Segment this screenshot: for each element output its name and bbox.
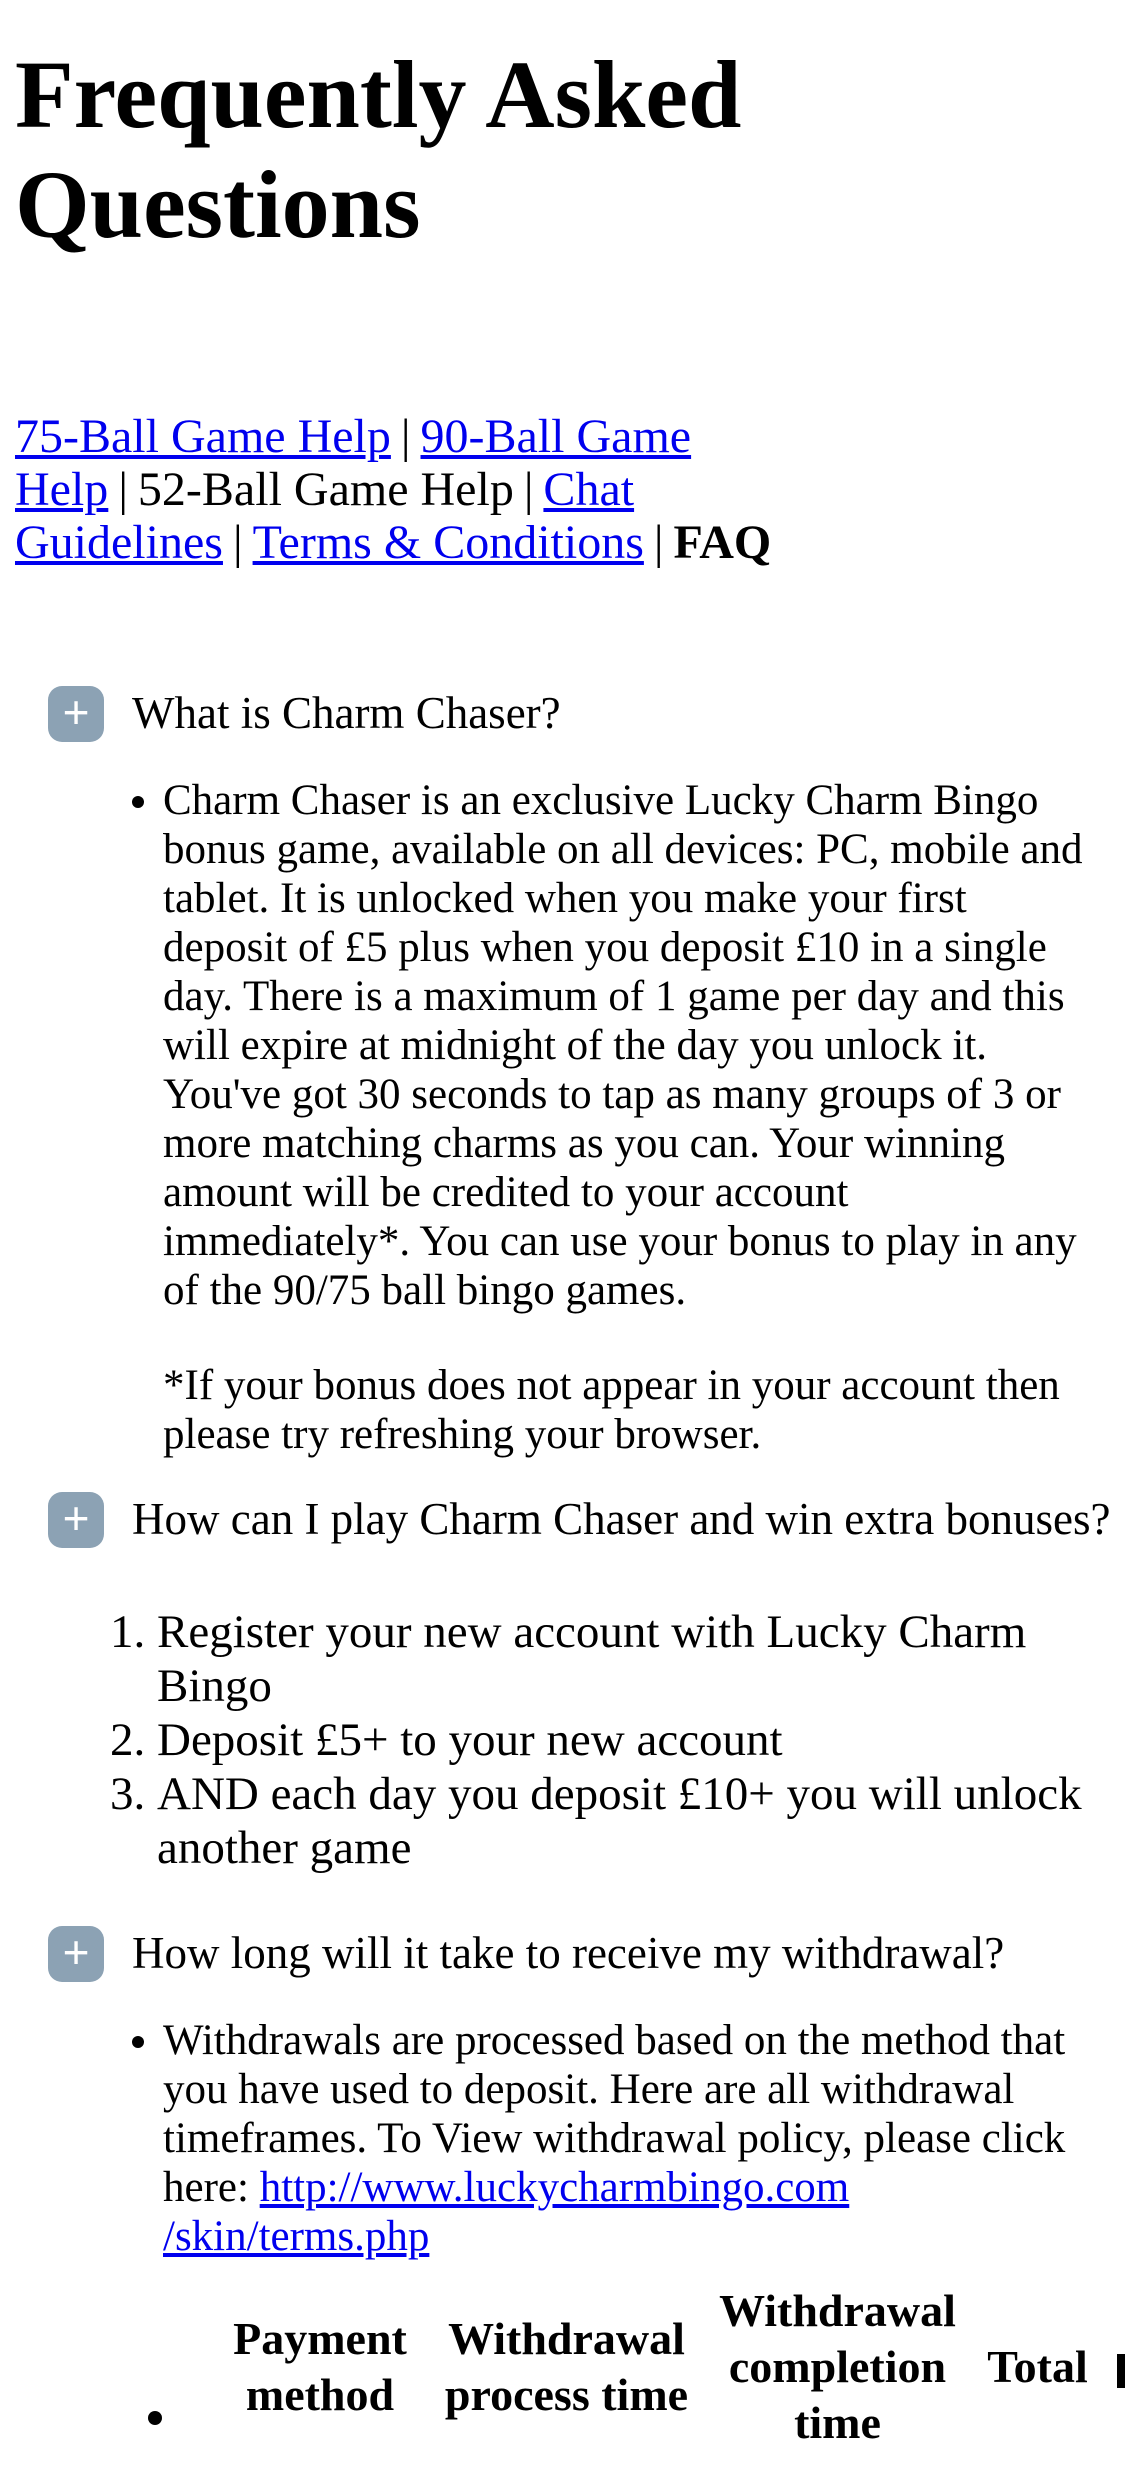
faq-question-text: What is Charm Chaser? xyxy=(132,688,561,739)
nav-link-terms-conditions[interactable]: Terms & Conditions xyxy=(252,516,644,569)
faq-answer-paragraph: Charm Chaser is an exclusive Lucky Charm Bingo bonus game, available on all devices: PC, mobile and tablet. It is unlocked when you make your first deposit of £5 plus when you deposit £10 in a single day. There is a maximum of 1 game per day and this will expire at midnight of the day you unlock it. You've got 30 seconds to tap as many groups of 3 or more matching charms as you can. Your winning amount will be credited to your account immediately*. You can use your bonus to play in any of the 90/75 ball bingo games. xyxy=(163,777,1083,1314)
faq-question-row-win-bonuses[interactable] xyxy=(48,1492,1125,1548)
plus-icon: + xyxy=(62,686,90,738)
withdrawal-policy-link-part1: http://www.luckycharmbingo.com xyxy=(259,2164,850,2211)
faq-answer-list xyxy=(48,776,1125,1459)
plus-icon: + xyxy=(62,1926,90,1978)
nav-separator: | xyxy=(523,463,534,516)
list-bullet-marker xyxy=(148,2411,162,2425)
faq-step-item: 1. Register your new account with Lucky Charm Bingo xyxy=(157,1605,1107,1713)
faq-steps-list xyxy=(48,1605,1125,1875)
page-title: Frequently Asked Questions xyxy=(15,41,742,258)
faq-question-row-withdrawal-time[interactable] xyxy=(48,1926,1125,1982)
nav-link-75-ball[interactable]: 75-Ball Game Help xyxy=(15,410,391,463)
nav-separator: | xyxy=(118,463,128,516)
faq-answer-bullet xyxy=(163,776,1098,1459)
expand-plus-button[interactable] xyxy=(48,686,104,742)
faq-question-text: How can I play Charm Chaser and win extra bonuses? xyxy=(132,1494,1111,1545)
withdrawal-times-table xyxy=(210,2283,1125,2451)
column-header-withdrawal-completion-time: Withdrawal completion time xyxy=(719,2285,956,2448)
nav-separator: | xyxy=(653,516,664,569)
column-header-total: Total xyxy=(987,2341,1088,2392)
plus-icon: + xyxy=(62,1492,90,1544)
faq-step-item: 3. AND each day you deposit £10+ you will unlock another game xyxy=(157,1767,1107,1875)
withdrawal-policy-link-part2: /skin/terms.php xyxy=(163,2213,430,2260)
help-nav xyxy=(15,410,875,569)
faq-step-item: 2. Deposit £5+ to your new account xyxy=(157,1713,1107,1767)
clipped-column-header-fragment xyxy=(1117,2354,1125,2388)
column-header-payment-method: Payment method xyxy=(233,2313,407,2420)
faq-answer-bullet xyxy=(163,2016,1098,2261)
expand-plus-button[interactable] xyxy=(48,1492,104,1548)
faq-answer-list xyxy=(48,2016,1125,2261)
column-header-withdrawal-process-time: Withdrawal process time xyxy=(444,2313,689,2420)
faq-question-row-charm-chaser[interactable] xyxy=(48,686,1125,742)
nav-separator: | xyxy=(232,516,243,569)
nav-link-90-ball[interactable]: 90-Ball Game Help xyxy=(15,410,692,516)
clipped-column-header xyxy=(1103,2283,1125,2451)
nav-text-52-ball: 52-Ball Game Help xyxy=(137,463,514,516)
expand-plus-button[interactable] xyxy=(48,1926,104,1982)
nav-current-faq: FAQ xyxy=(673,516,772,569)
faq-answer-paragraph: Withdrawals are processed based on the method that you have used to deposit. Here are all withdrawal timeframes. To View withdrawal policy, please click here: xyxy=(163,2017,1066,2211)
faq-list xyxy=(48,686,1125,2451)
faq-question-text: How long will it take to receive my withdrawal? xyxy=(132,1928,1005,1979)
nav-separator: | xyxy=(400,410,411,463)
withdrawal-policy-link[interactable] xyxy=(163,2164,849,2260)
table-header-row xyxy=(210,2283,1125,2451)
withdrawal-table-bullet-item xyxy=(140,2283,1125,2451)
faq-answer-note: *If your bonus does not appear in your account then please try refreshing your browser. xyxy=(163,1362,1060,1458)
nav-link-chat-guidelines[interactable]: Chat Guidelines xyxy=(15,463,635,569)
